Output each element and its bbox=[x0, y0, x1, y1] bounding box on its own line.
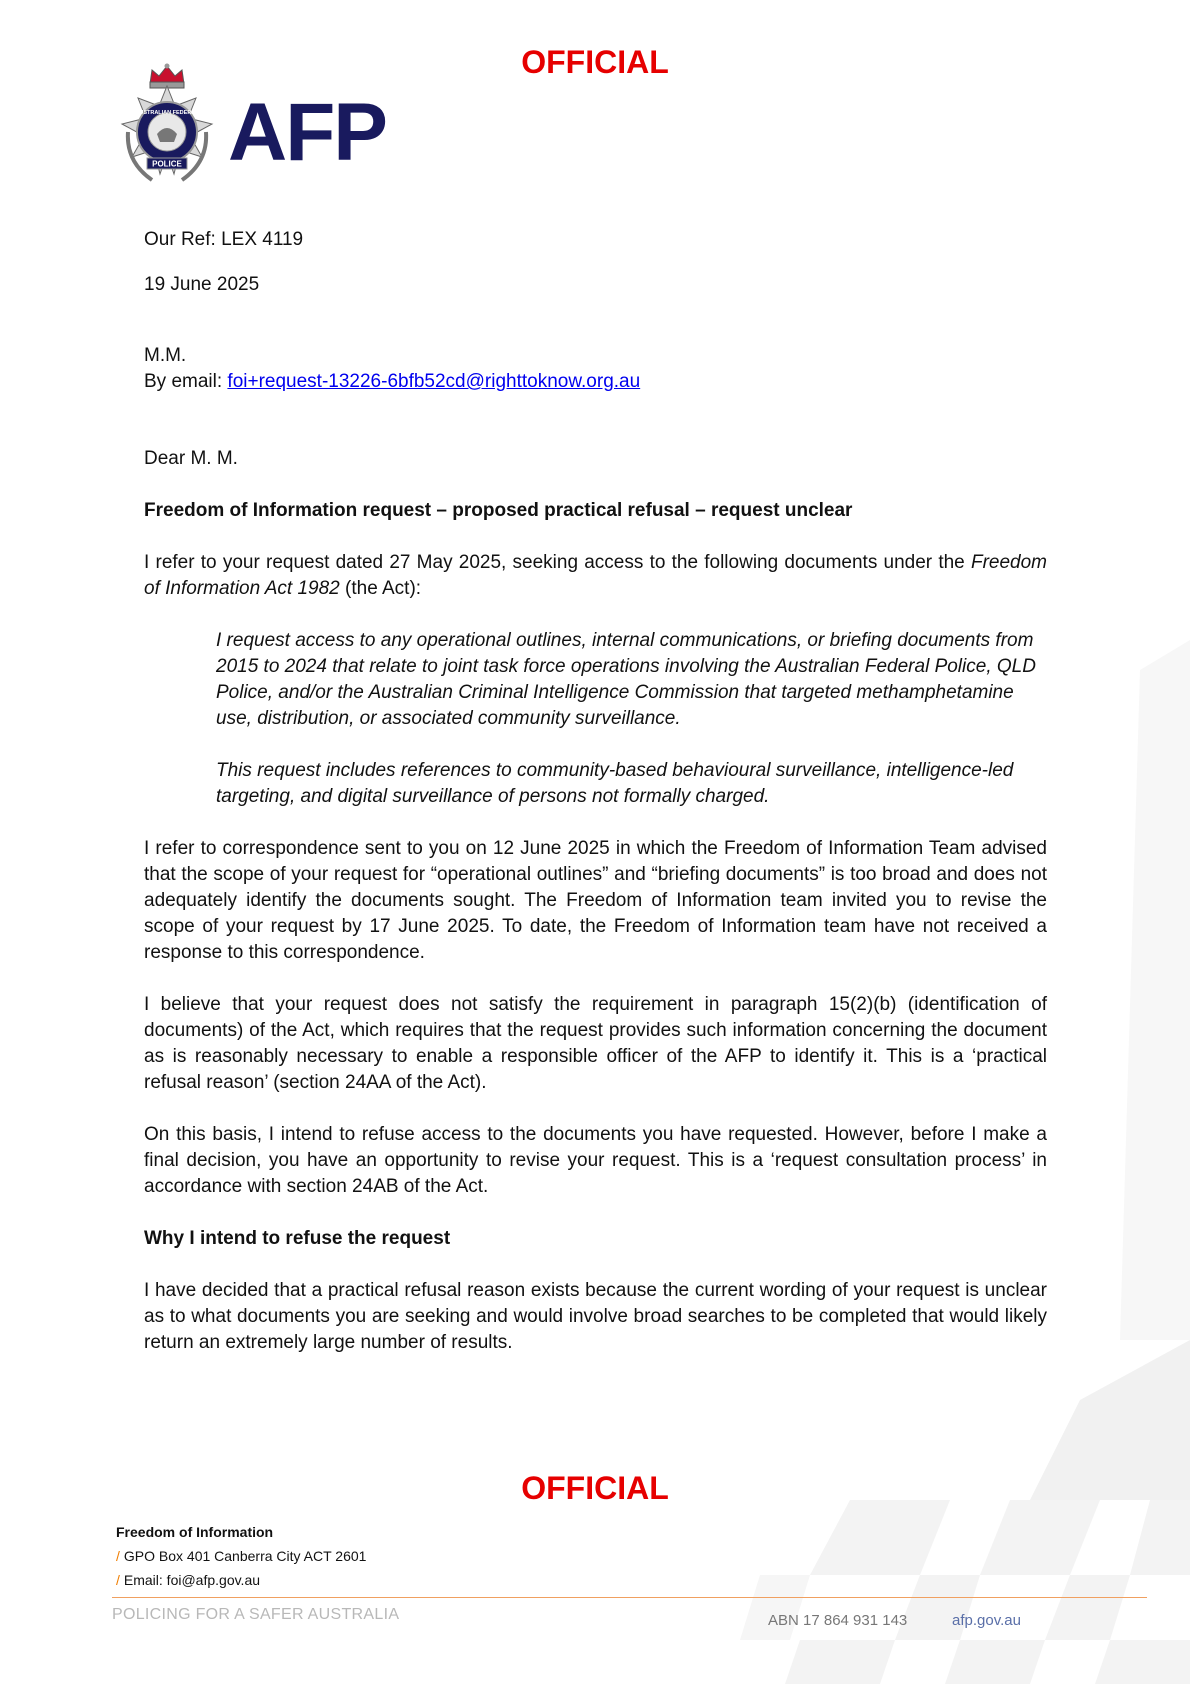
act-title: Freedom of Information Act 1982 bbox=[144, 552, 1047, 599]
letter-subject-heading: Freedom of Information request – proposed practical refusal – request unclear bbox=[144, 500, 853, 521]
request-quote bbox=[216, 628, 1047, 810]
recipient-email-line bbox=[144, 369, 640, 395]
correspondence-paragraph: I refer to correspondence sent to you on 12 June 2025 in which the Freedom of Information Team advised that the scope of your request for “operational outlines” and “briefing documents” is too broad and does not adequately identify the documents sought. The Freedom of Information team invited you to revise the scope of your request by 17 June 2025. To date, the Freedom of Information team have not received a response to this correspondence. bbox=[144, 838, 1047, 963]
recipient-name: M.M. bbox=[144, 345, 187, 366]
recipient-email-link[interactable]: foi+request-13226-6bfb52cd@righttoknow.org.au bbox=[227, 371, 641, 392]
footer-website: afp.gov.au bbox=[952, 1612, 1021, 1629]
footer-email bbox=[116, 1568, 366, 1592]
email-prefix: By email: bbox=[144, 371, 228, 392]
classification-marking-bottom: OFFICIAL bbox=[521, 1470, 669, 1506]
footer-tagline: POLICING FOR A SAFER AUSTRALIA bbox=[112, 1606, 400, 1623]
salutation: Dear M. M. bbox=[144, 448, 238, 469]
footer-abn: ABN 17 864 931 143 bbox=[768, 1612, 908, 1629]
classification-marking-top: OFFICIAL bbox=[521, 44, 669, 80]
afp-badge-icon bbox=[112, 62, 222, 197]
footer-email-text: Email: foi@afp.gov.au bbox=[123, 1572, 261, 1588]
footer-contact bbox=[116, 1520, 366, 1592]
decided-paragraph: I have decided that a practical refusal reason exists because the current wording of your request is unclear as to what documents you are seeking and would involve broad searches to be completed that would likely return an extremely large number of results. bbox=[144, 1280, 1047, 1353]
basis-paragraph: On this basis, I intend to refuse access to the documents you have requested. However, before I make a final decision, you have an opportunity to revise your request. This is a ‘request consultation process’ in accordance with section 24AB of the Act. bbox=[144, 1124, 1047, 1197]
belief-paragraph: I believe that your request does not satisfy the requirement in paragraph 15(2)(b) (identification of documents) of the Act, which requires that the request provides such information concerning the document as is reasonably necessary to enable a responsible officer of the AFP to identify it. This is a ‘practical refusal reason’ (section 24AA of the Act). bbox=[144, 994, 1047, 1093]
badge-police-text: POLICE bbox=[152, 159, 182, 169]
footer-address-text: GPO Box 401 Canberra City ACT 2601 bbox=[123, 1548, 367, 1564]
slash-icon: / bbox=[116, 1548, 120, 1564]
afp-wordmark: AFP bbox=[228, 87, 386, 178]
intro-text: I refer to your request dated 27 May 2025, seeking access to the following documents under the bbox=[144, 552, 971, 573]
why-refuse-heading: Why I intend to refuse the request bbox=[144, 1228, 451, 1249]
intro-text-end: (the Act): bbox=[339, 578, 422, 599]
letter-body bbox=[144, 498, 1047, 1382]
our-reference: Our Ref: LEX 4119 bbox=[144, 229, 304, 250]
letter-date: 19 June 2025 bbox=[144, 274, 260, 295]
quote-paragraph-1: I request access to any operational outlines, internal communications, or briefing documents from 2015 to 2024 that relate to joint task force operations involving the Australian Federal Police, QLD Police, and/or the Australian Criminal Intelligence Commission that targeted methamphetamine use, distribution, or associated community surveillance. bbox=[216, 630, 1036, 729]
footer-address bbox=[116, 1544, 366, 1568]
afp-logo bbox=[112, 62, 386, 197]
intro-paragraph bbox=[144, 550, 1047, 602]
quote-paragraph-2: This request includes references to community-based behavioural surveillance, intelligence-led targeting, and digital surveillance of persons not formally charged. bbox=[216, 760, 1014, 807]
slash-icon: / bbox=[116, 1572, 120, 1588]
badge-ring-text: AUSTRALIAN FEDERAL bbox=[135, 110, 199, 116]
footer-org-name: Freedom of Information bbox=[116, 1524, 274, 1540]
footer-divider bbox=[112, 1597, 1147, 1598]
